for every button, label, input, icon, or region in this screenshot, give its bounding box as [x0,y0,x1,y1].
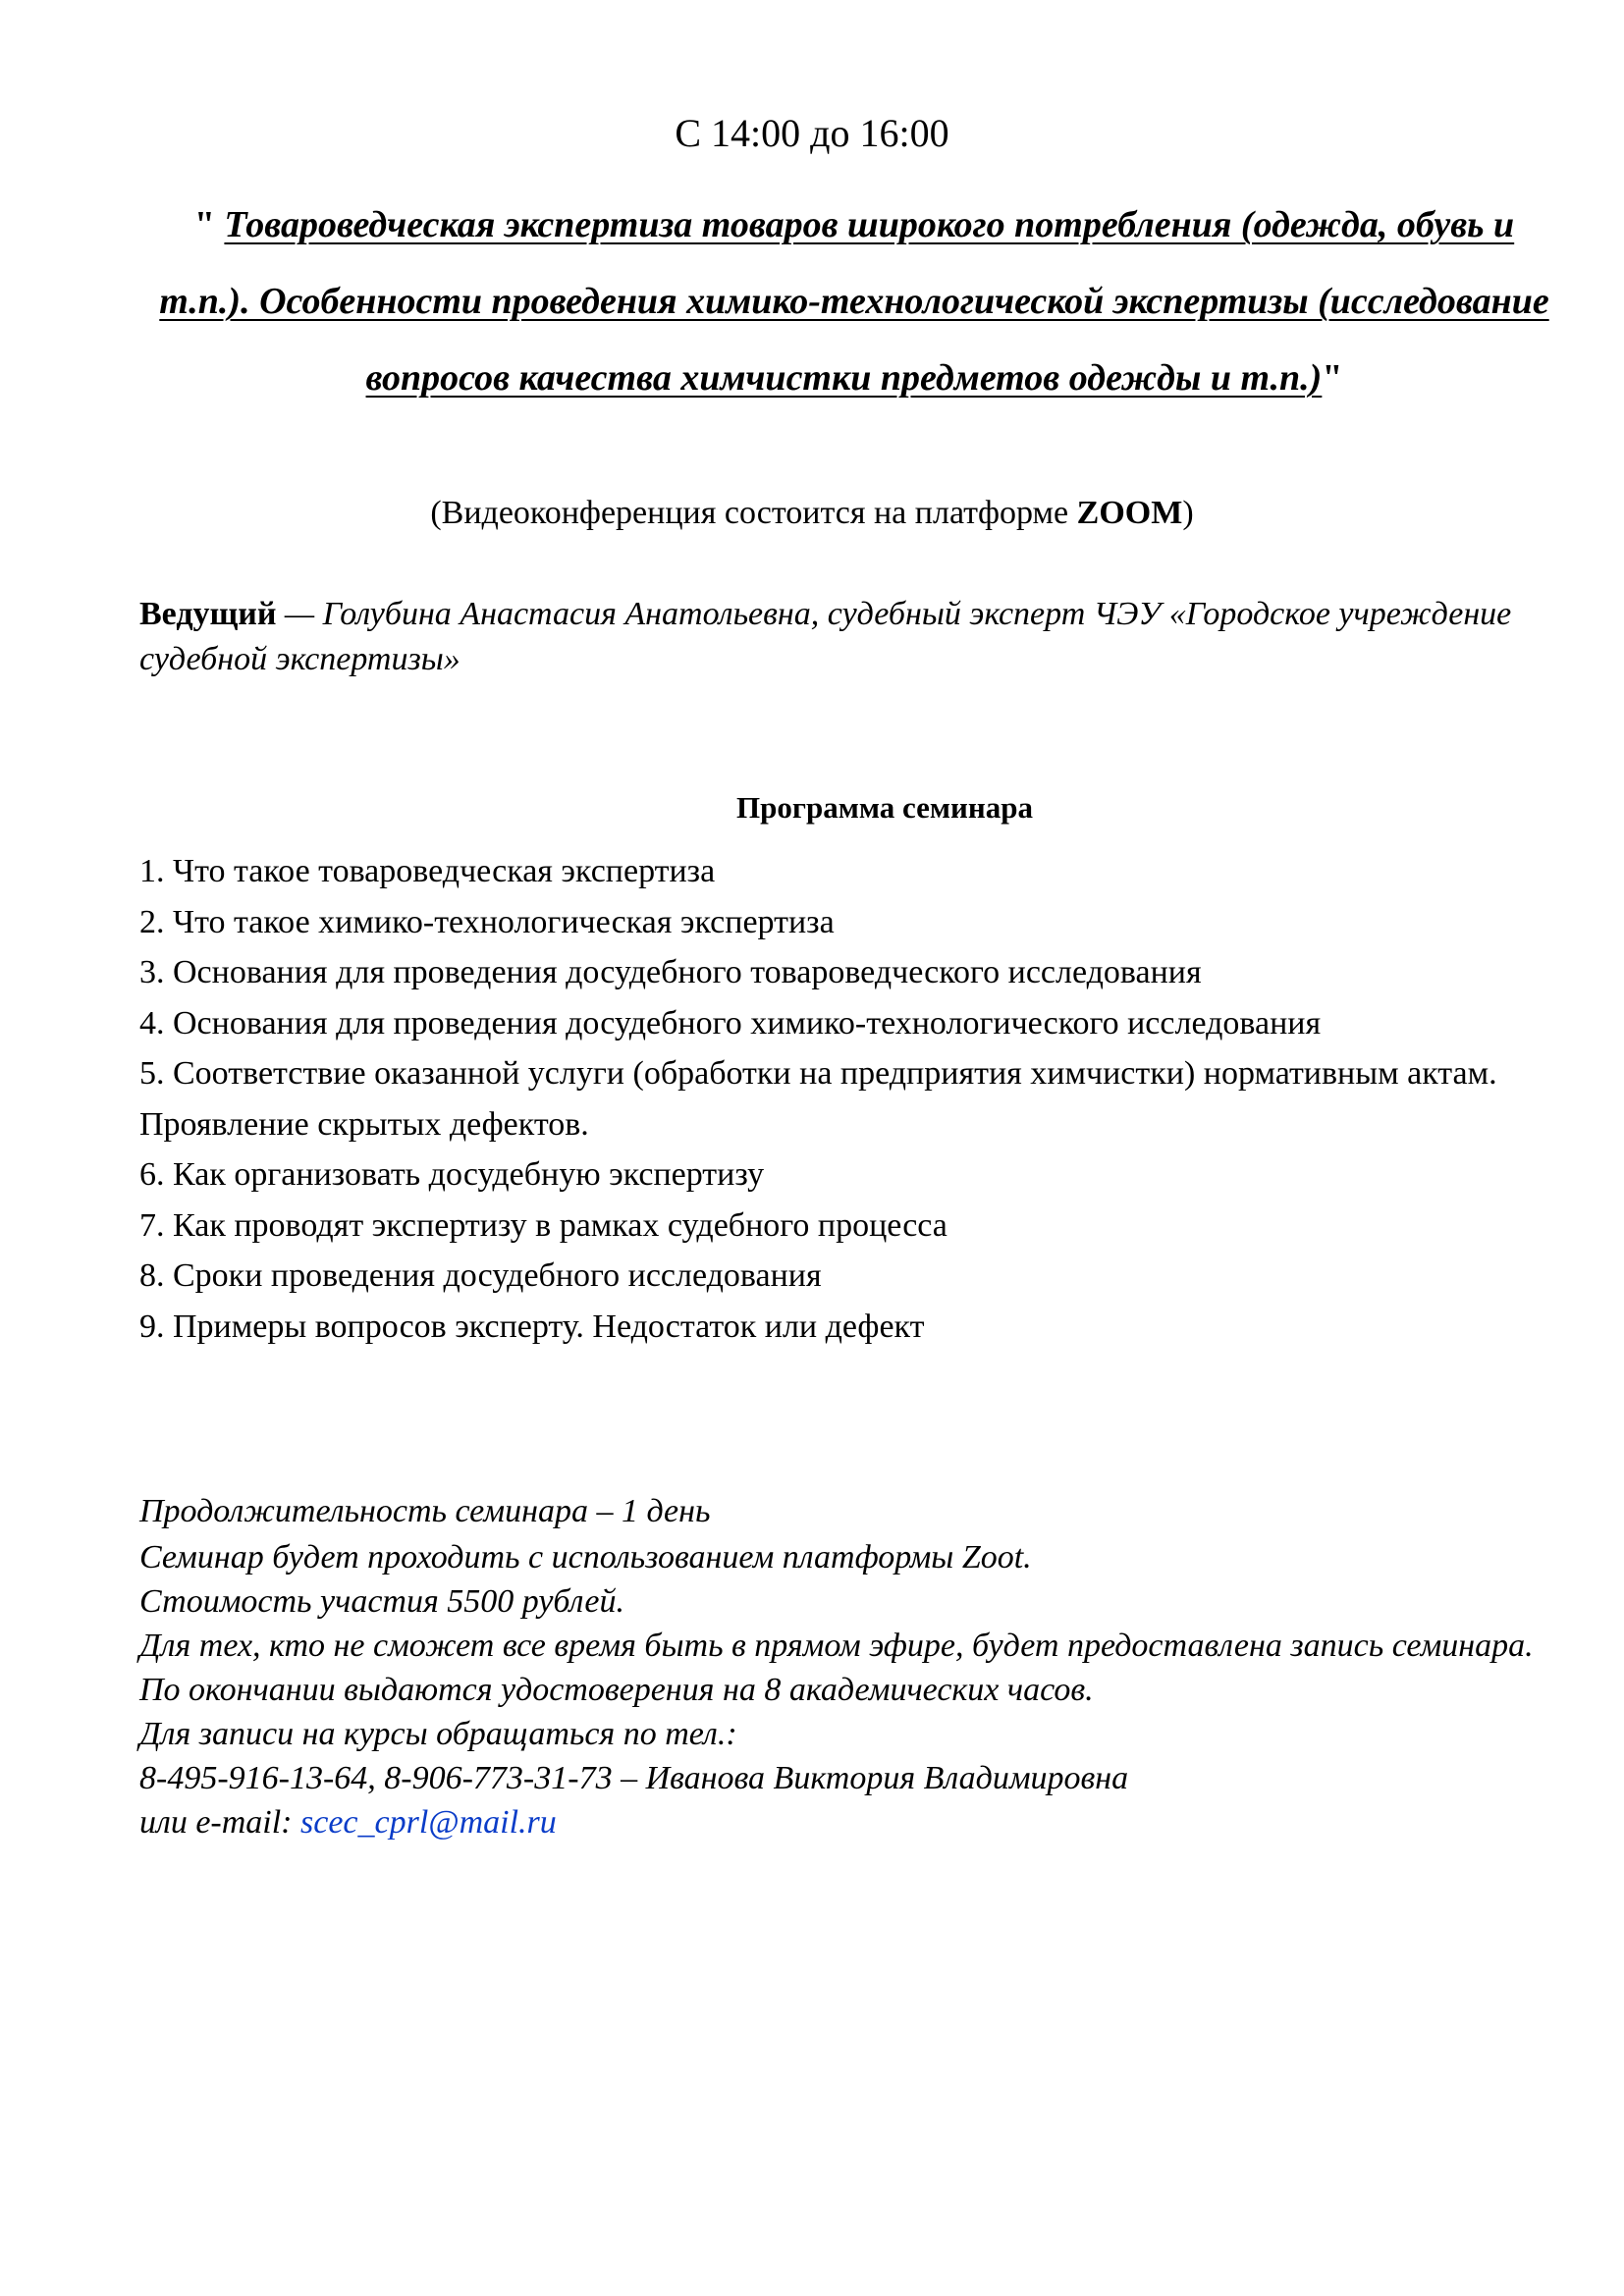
title-text: Товароведческая экспертиза товаров широкого потребления (одежда, обувь и т.п.). Особенности проведения химико-технологической экспертизы (исследование вопросов качества химчистки предметов одежды и т.п.) [159,204,1549,399]
info-email-line [139,1800,1534,1844]
platform-name: ZOOM [1076,495,1183,531]
program-title: Программа семинара [736,790,1033,825]
info-certificate: По окончании выдаются удостоверения на 8 академических часов. [139,1672,1094,1708]
seminar-time: С 14:00 до 16:00 [675,111,949,155]
info-signup: Для записи на курсы обращаться по тел.: [139,1716,737,1752]
title-close-quote: " [1322,357,1343,399]
platform-prefix: (Видеоконференция состоится на платформе [430,495,1077,531]
presenter-text: — Голубина Анастасия Анатольевна, судебный эксперт ЧЭУ «Городское учреждение судебной экспертизы» [139,596,1512,677]
platform-note [0,491,1624,536]
presenter-label: Ведущий [139,596,277,632]
seminar-info [139,1489,1534,1844]
program-item: 6. Как организовать досудебную экспертизу [139,1156,765,1193]
program-item: 5. Соответствие оказанной услуги (обработки на предприятия химчистки) нормативным актам. Проявление скрытых дефектов. [139,1055,1497,1143]
program-item: 9. Примеры вопросов эксперту. Недостаток или дефект [139,1308,925,1345]
program-item: 3. Основания для проведения досудебного товароведческого исследования [139,954,1202,990]
info-phones: 8-495-916-13-64, 8-906-773-31-73 – Иванова Виктория Владимировна [139,1760,1129,1796]
info-price: Стоимость участия 5500 рублей. [139,1583,624,1620]
seminar-title [147,187,1561,416]
info-zoom: Семинар будет проходить с использованием платформы Zoot. [139,1539,1032,1575]
title-open-quote: " [193,204,225,245]
platform-suffix: ) [1182,495,1194,531]
program-item: 2. Что такое химико-технологическая экспертиза [139,903,835,940]
info-recording: Для тех, кто не сможет все время быть в прямом эфире, будет предоставлена запись семинара. [139,1628,1534,1664]
program-list [139,846,1534,1352]
program-item: 7. Как проводят экспертизу в рамках судебного процесса [139,1206,947,1244]
presenter [139,592,1514,682]
program-item: 8. Сроки проведения досудебного исследования [139,1257,822,1294]
email-link[interactable]: scec_cprl@mail.ru [300,1804,557,1841]
program-item: 4. Основания для проведения досудебного химико-технологического исследования [139,1004,1322,1041]
email-prefix: или e-mail: [139,1804,301,1841]
program-item: 1. Что такое товароведческая экспертиза [139,853,716,889]
info-duration: Продолжительность семинара – 1 день [139,1493,711,1529]
